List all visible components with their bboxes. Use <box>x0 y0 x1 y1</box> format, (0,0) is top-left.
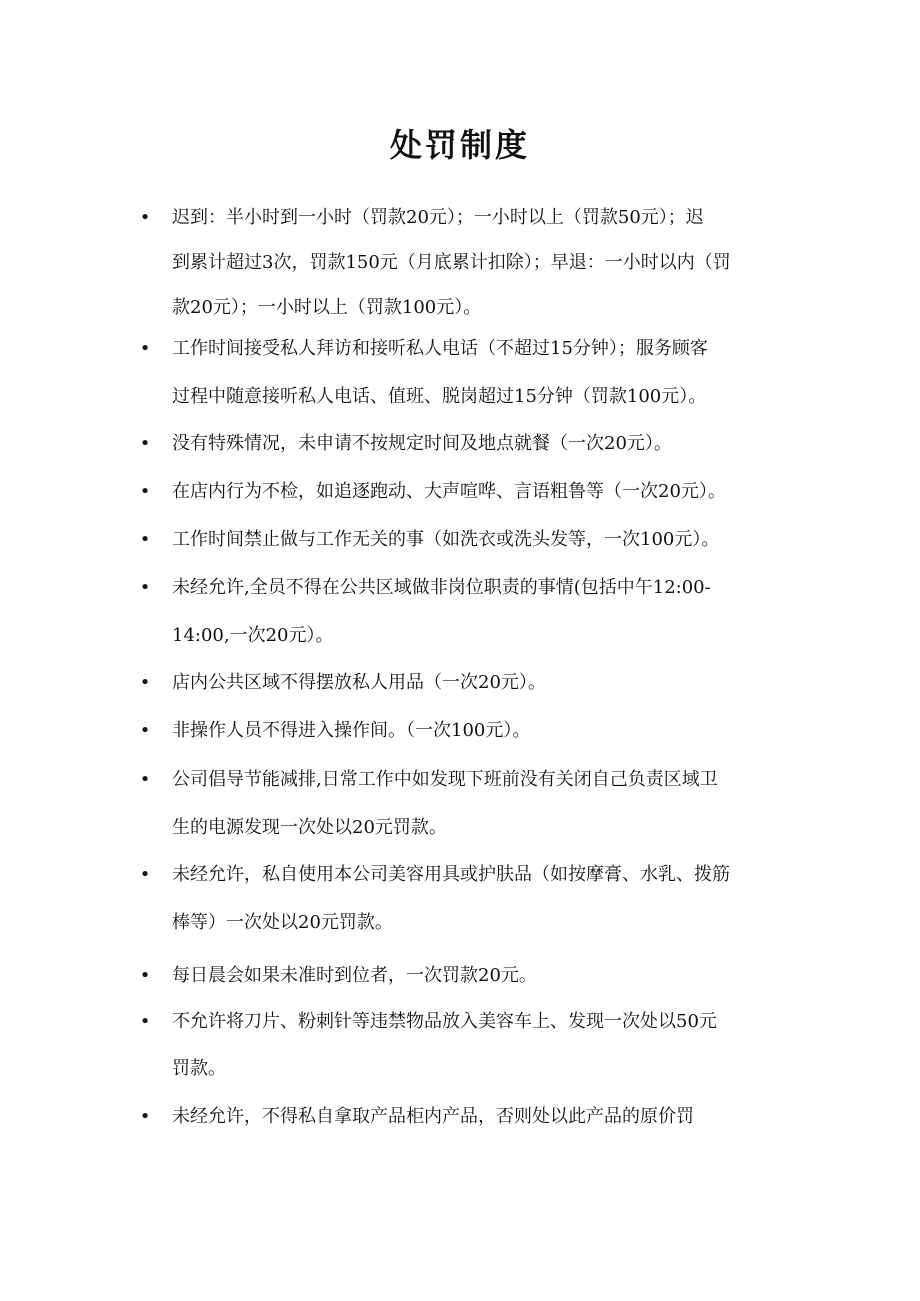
item-text-line: 店内公共区域不得摆放私人用品（一次20元）。 <box>172 672 546 693</box>
item-text-line: 罚款。 <box>172 1058 226 1079</box>
item-text-line: 未经允许，私自使用本公司美容用具或护肤品（如按摩膏、水乳、拨筋 <box>172 864 730 885</box>
item-text-line: 不允许将刀片、粉刺针等违禁物品放入美容车上、发现一次处以50元 <box>172 1011 717 1032</box>
item-text-line: 在店内行为不检，如追逐跑动、大声喧哗、言语粗鲁等（一次20元）。 <box>172 481 726 502</box>
bullet-icon: • <box>139 338 151 359</box>
bullet-icon: • <box>139 769 151 790</box>
bullet-icon: • <box>139 577 151 598</box>
bullet-icon: • <box>139 529 151 550</box>
bullet-icon: • <box>139 965 151 986</box>
item-text-line: 迟到：半小时到一小时（罚款20元）；一小时以上（罚款50元）；迟 <box>172 207 704 228</box>
bullet-icon: • <box>139 1106 151 1127</box>
item-text-line: 每日晨会如果未准时到位者，一次罚款20元。 <box>172 965 537 986</box>
bullet-icon: • <box>139 672 151 693</box>
item-text-line: 公司倡导节能减排,日常工作中如发现下班前没有关闭自己负责区域卫 <box>172 769 718 790</box>
item-text-line: 生的电源发现一次处以20元罚款。 <box>172 817 447 838</box>
item-text-line: 棒等）一次处以20元罚款。 <box>172 912 393 933</box>
item-text-line: 工作时间接受私人拜访和接听私人电话（不超过15分钟）；服务顾客 <box>172 338 708 359</box>
bullet-icon: • <box>139 433 151 454</box>
bullet-icon: • <box>139 481 151 502</box>
item-text-line: 到累计超过3次，罚款150元（月底累计扣除）；早退：一小时以内（罚 <box>172 252 731 273</box>
item-text-line: 未经允许，不得私自拿取产品柜内产品，否则处以此产品的原价罚 <box>172 1106 694 1127</box>
item-text-line: 14:00,一次20元）。 <box>172 625 334 646</box>
bullet-icon: • <box>139 1011 151 1032</box>
bullet-icon: • <box>139 720 151 741</box>
item-text-line: 非操作人员不得进入操作间。（一次100元）。 <box>172 720 531 741</box>
bullet-icon: • <box>139 864 151 885</box>
item-text-line: 款20元）；一小时以上（罚款100元）。 <box>172 297 482 318</box>
item-text-line: 没有特殊情况，未申请不按规定时间及地点就餐（一次20元）。 <box>172 433 672 454</box>
item-text-line: 过程中随意接听私人电话、值班、脱岗超过15分钟（罚款100元）。 <box>172 386 707 407</box>
page-title: 处罚制度 <box>389 126 530 165</box>
item-text-line: 工作时间禁止做与工作无关的事（如洗衣或洗头发等，一次100元）。 <box>172 529 720 550</box>
item-text-line: 未经允许,全员不得在公共区域做非岗位职责的事情(包括中午12:00- <box>172 577 711 598</box>
bullet-icon: • <box>139 207 151 228</box>
